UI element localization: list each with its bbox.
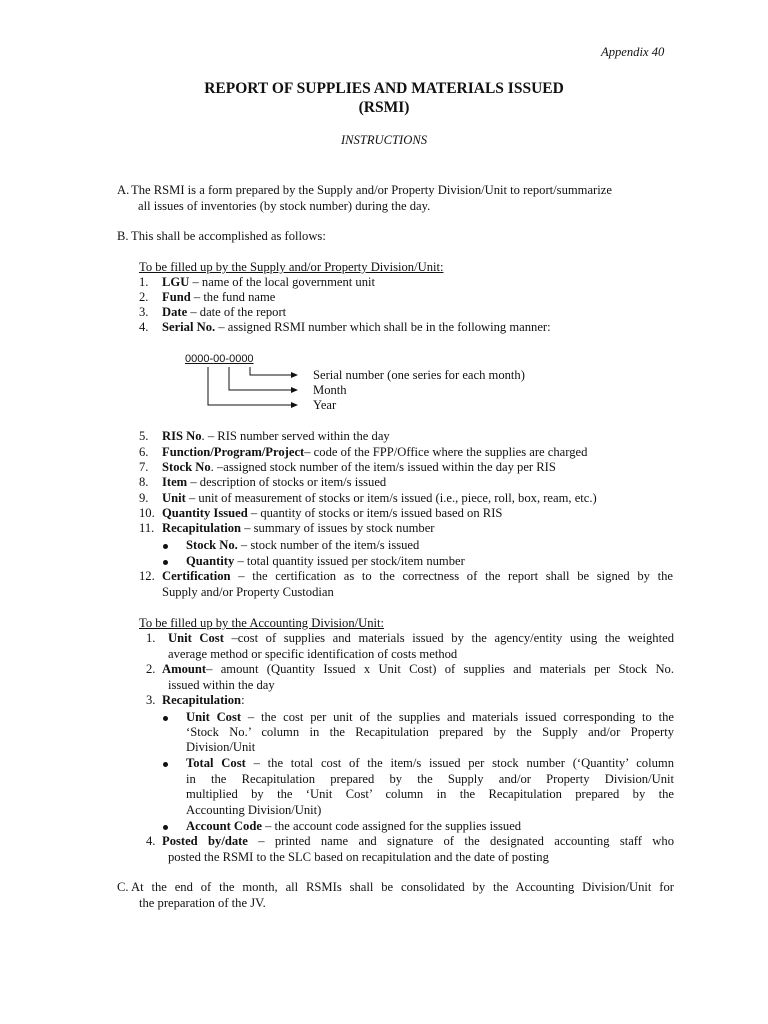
- serial-number-label: Serial number (one series for each month): [313, 368, 525, 382]
- list-item-continuation: posted the RSMI to the SLC based on recapitulation and the date of posting: [168, 850, 549, 864]
- list-item-term: Recapitulation: [162, 693, 242, 707]
- list-item: Recapitulation:: [162, 693, 245, 707]
- section-c-line1: At the end of the month, all RSMIs shall be consolidated by the Accounting Division/Unit for: [131, 880, 674, 894]
- list-item-term: Unit: [162, 491, 186, 505]
- list-item-desc: – the fund name: [190, 290, 276, 304]
- bullet-continuation: multiplied by the ‘Unit Cost’ column in the Recapitulation prepared by the: [186, 787, 674, 801]
- list-item-desc: –cost of supplies and materials issued by the agency/entity using the weighted: [223, 631, 674, 645]
- year-label: Year: [313, 398, 337, 412]
- list-item-desc: – printed name and signature of the designated accounting staff who: [247, 834, 674, 848]
- bullet-term: Total Cost: [186, 756, 246, 770]
- list-item-term: Stock No: [162, 460, 211, 474]
- bullet-item: [186, 538, 419, 554]
- bullet-desc: – total quantity issued per stock/item number: [234, 554, 465, 568]
- list-item-number: 3.: [139, 305, 149, 319]
- list-item: [162, 521, 435, 537]
- instructions-heading: INSTRUCTIONS: [340, 133, 428, 147]
- list-item-number: 11.: [139, 521, 155, 535]
- list-item-term: Posted by/date: [162, 834, 248, 848]
- list-item: [162, 491, 597, 507]
- section-a-line1: The RSMI is a form prepared by the Supply and/or Property Division/Unit to report/summarize: [131, 183, 612, 197]
- list-item-term: Item: [162, 475, 188, 489]
- appendix-label: Appendix 40: [601, 45, 665, 59]
- list-item-desc: – description of stocks or item/s issued: [187, 475, 387, 489]
- bullet-term: Quantity: [186, 554, 235, 568]
- list-item-number: 3.: [146, 693, 156, 707]
- bullet-icon: [163, 560, 168, 565]
- list-item-term: LGU: [162, 275, 190, 289]
- bullet-desc: – the total cost of the item/s issued per stock number (‘Quantity’ column: [245, 756, 674, 770]
- month-label: Month: [313, 383, 347, 397]
- list-item-number: 4.: [146, 834, 156, 848]
- list-item-number: 5.: [139, 429, 149, 443]
- bullet-item: [186, 756, 674, 772]
- list-item-desc: . – RIS number served within the day: [201, 429, 390, 443]
- list-item-term: RIS No: [162, 429, 202, 443]
- list-item-desc: – unit of measurement of stocks or item/s issued (i.e., piece, roll, box, ream, etc.): [185, 491, 597, 505]
- list-item: [162, 834, 674, 850]
- list-item-term: Amount: [162, 662, 207, 676]
- bullet-item: [186, 710, 674, 726]
- list-item-continuation: average method or specific identification of costs method: [168, 647, 458, 661]
- section-c-label: C.: [117, 880, 129, 894]
- bullet-icon: [163, 825, 168, 830]
- list-item-desc: – quantity of stocks or item/s issued based on RIS: [247, 506, 503, 520]
- list-item-desc: – the certification as to the correctness of the report shall be signed by the: [230, 569, 673, 583]
- list-item-term: Serial No.: [162, 320, 216, 334]
- list-item: [168, 631, 674, 647]
- bullet-continuation: Division/Unit: [186, 740, 256, 754]
- bullet-desc: – the cost per unit of the supplies and materials issued corresponding to the: [241, 710, 674, 724]
- list-item-number: 2.: [139, 290, 149, 304]
- arrow-head: [291, 372, 298, 378]
- bullet-continuation: in the Recapitulation prepared by the Supply and/or Property Division/Unit: [186, 772, 674, 786]
- bullet-item: [186, 554, 465, 570]
- list-item-number: 2.: [146, 662, 156, 676]
- arrow-head: [291, 402, 298, 408]
- list-item: [162, 475, 386, 491]
- list-item-continuation: issued within the day: [168, 678, 275, 692]
- bullet-desc: – stock number of the item/s issued: [237, 538, 420, 552]
- bullet-term: Unit Cost: [186, 710, 242, 724]
- list-item: [162, 662, 674, 678]
- bullet-desc: – the account code assigned for the supplies issued: [261, 819, 522, 833]
- list-item: [162, 429, 390, 445]
- serial-year-digits: 0000: [185, 353, 210, 365]
- list-item-number: 1.: [139, 275, 149, 289]
- list-item-term: Function/Program/Project: [162, 445, 305, 459]
- list-item: [162, 569, 673, 585]
- list-item-desc: – code of the FPP/Office where the supplies are charged: [304, 445, 588, 459]
- arrow-head: [291, 387, 298, 393]
- serial-number-digits: 0000: [229, 353, 254, 365]
- list-item-desc: – date of the report: [187, 305, 287, 319]
- list-item-term: Quantity Issued: [162, 506, 248, 520]
- bullet-term: Stock No.: [186, 538, 238, 552]
- list-item-number: 4.: [139, 320, 149, 334]
- section-a-line2: all issues of inventories (by stock number) during the day.: [138, 199, 431, 213]
- bullet-item: [186, 819, 521, 835]
- list-item-number: 7.: [139, 460, 149, 474]
- list-item-term: Unit Cost: [168, 631, 224, 645]
- bullet-continuation: Accounting Division/Unit): [186, 803, 322, 817]
- list-item-term: Certification: [162, 569, 231, 583]
- list-item-desc: . –assigned stock number of the item/s issued within the day per RIS: [210, 460, 556, 474]
- serial-month-digits: 00: [213, 353, 226, 365]
- section-a-label: A.: [117, 183, 130, 197]
- list-item-continuation: Supply and/or Property Custodian: [162, 585, 334, 599]
- accounting-section-heading: To be filled up by the Accounting Division/Unit:: [139, 616, 385, 630]
- list-item: [162, 506, 502, 522]
- list-item-desc: – name of the local government unit: [189, 275, 375, 289]
- list-item-number: 10.: [139, 506, 155, 520]
- list-item-number: 6.: [139, 445, 149, 459]
- bullet-term: Account Code: [186, 819, 262, 833]
- list-item-term: Recapitulation: [162, 521, 242, 535]
- list-item-number: 9.: [139, 491, 149, 505]
- report-subtitle: (RSMI): [358, 99, 410, 116]
- list-item-desc: – summary of issues by stock number: [241, 521, 435, 535]
- section-b-intro: This shall be accomplished as follows:: [131, 229, 326, 243]
- section-c-line2: the preparation of the JV.: [139, 896, 266, 910]
- list-item-number: 12.: [139, 569, 155, 583]
- list-item-number: 1.: [146, 631, 156, 645]
- bullet-icon: [163, 762, 168, 767]
- supply-section-heading: To be filled up by the Supply and/or Property Division/Unit:: [139, 260, 444, 274]
- list-item-term: Date: [162, 305, 188, 319]
- list-item: [162, 460, 556, 476]
- bullet-icon: [163, 716, 168, 721]
- report-title: REPORT OF SUPPLIES AND MATERIALS ISSUED: [204, 80, 564, 97]
- bullet-continuation: ‘Stock No.’ column in the Recapitulation prepared by the Supply and/or Property: [186, 725, 674, 739]
- list-item-desc: – amount (Quantity Issued x Unit Cost) of supplies and materials per Stock No.: [206, 662, 674, 676]
- list-item-number: 8.: [139, 475, 149, 489]
- list-item: [162, 445, 587, 461]
- bullet-icon: [163, 544, 168, 549]
- section-b-label: B.: [117, 229, 129, 243]
- list-item-desc: – assigned RSMI number which shall be in the following manner:: [215, 320, 551, 334]
- serial-number-format: 0000-00-0000: [185, 353, 254, 365]
- list-item-term: Fund: [162, 290, 191, 304]
